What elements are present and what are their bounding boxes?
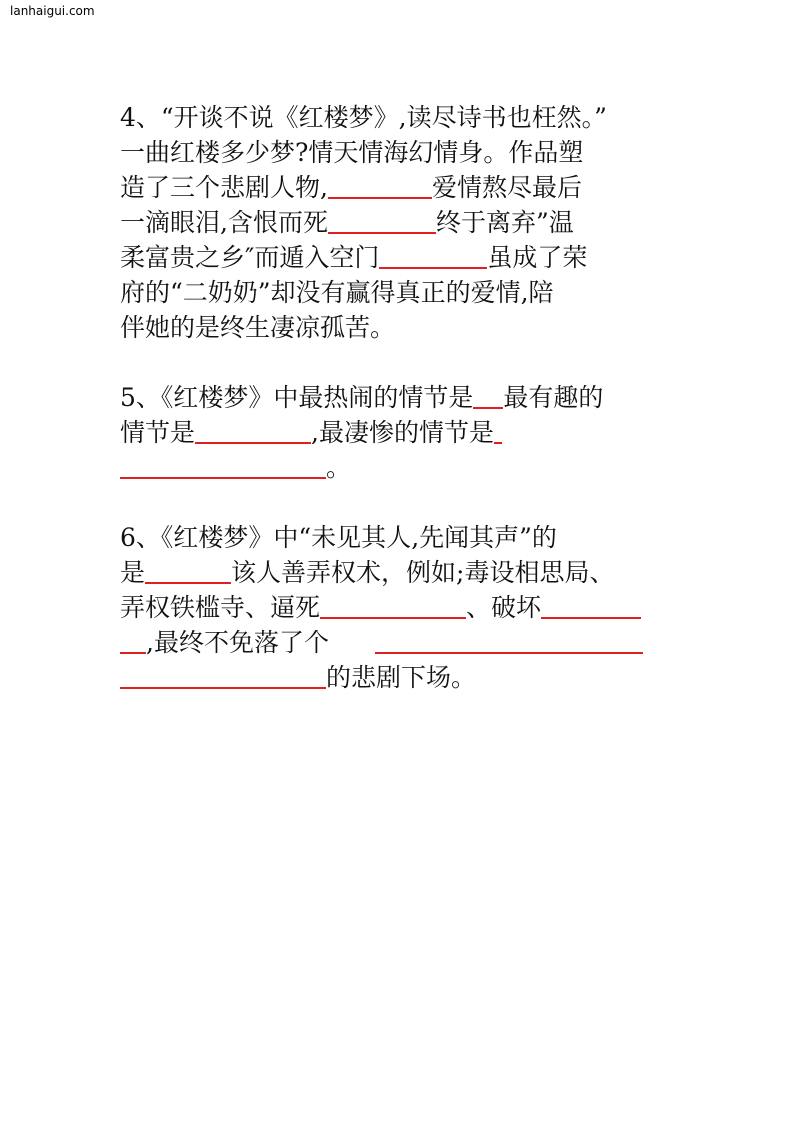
q6-line-4 (120, 625, 720, 660)
q5-text-2a: 情节是 (120, 418, 196, 447)
q5-line-3 (120, 450, 720, 485)
q4-line-5 (120, 240, 720, 275)
answer-blank[interactable] (379, 241, 487, 269)
answer-blank[interactable] (120, 661, 326, 689)
q6-line-3 (120, 590, 720, 625)
question-4 (120, 100, 720, 345)
answer-blank[interactable] (195, 416, 311, 444)
q6-text-4b: ,最终不免落了个 (146, 628, 329, 657)
q6-text-2b: 该人善弄权术，例如;毒设相思局、 (231, 558, 615, 587)
q5-text-2b: ,最凄惨的情节是 (311, 418, 494, 447)
q4-line-6 (120, 275, 720, 310)
q6-text-3b: 、破坏 (466, 593, 542, 622)
answer-blank[interactable] (328, 206, 436, 234)
q4-text-5b: 虽成了荣 (487, 243, 588, 272)
q5-text-1b: 最有趣的 (503, 383, 604, 412)
q4-text-1: 4、“开谈不说《红楼梦》,读尽诗书也枉然。” (120, 103, 607, 132)
q6-line-1 (120, 520, 720, 555)
q4-line-1 (120, 100, 720, 135)
answer-blank[interactable] (494, 416, 502, 444)
q6-line-2 (120, 555, 720, 590)
answer-blank[interactable] (145, 556, 231, 584)
question-6 (120, 520, 720, 695)
q6-text-2a: 是 (120, 558, 146, 587)
worksheet-content (120, 100, 720, 695)
answer-blank[interactable] (320, 591, 466, 619)
q6-line-5 (120, 660, 720, 695)
q6-text-5b: 的悲剧下场。 (326, 663, 477, 692)
q5-line-2 (120, 415, 720, 450)
answer-blank[interactable] (120, 626, 146, 654)
q5-text-1a: 5、《红楼梦》中最热闹的情节是 (120, 383, 474, 412)
q5-line-1 (120, 380, 720, 415)
q4-text-3a: 造了三个悲剧人物, (120, 173, 328, 202)
site-watermark: lanhaigui.com (10, 4, 95, 18)
answer-blank[interactable] (375, 626, 643, 654)
q6-text-3a: 弄权铁槛寺、逼死 (120, 593, 321, 622)
q4-line-4 (120, 205, 720, 240)
answer-blank[interactable] (328, 171, 432, 199)
paragraph-spacer (120, 345, 720, 380)
q4-text-2: 一曲红楼多少梦?情天情海幻情身。作品塑 (120, 138, 584, 167)
q4-text-4b: 终于离弃”温 (435, 208, 574, 237)
q5-text-3b: 。 (326, 453, 352, 482)
answer-blank[interactable] (120, 451, 326, 479)
q4-line-7 (120, 310, 720, 345)
q4-text-5a: 柔富贵之乡″而遁入空门 (120, 243, 380, 272)
answer-blank[interactable] (541, 591, 641, 619)
q4-text-3b: 爱情熬尽最后 (431, 173, 582, 202)
q4-text-7: 伴她的是终生凄凉孤苦。 (120, 313, 396, 342)
answer-blank[interactable] (473, 381, 503, 409)
q6-text-1: 6、《红楼梦》中“未见其人,先闻其声”的 (120, 523, 557, 552)
q4-text-4a: 一滴眼泪,含恨而死 (120, 208, 328, 237)
question-5 (120, 380, 720, 485)
paragraph-spacer (120, 485, 720, 520)
q4-line-2 (120, 135, 720, 170)
q4-text-6: 府的“二奶奶”却没有赢得真正的爱情,陪 (120, 278, 554, 307)
q4-line-3 (120, 170, 720, 205)
